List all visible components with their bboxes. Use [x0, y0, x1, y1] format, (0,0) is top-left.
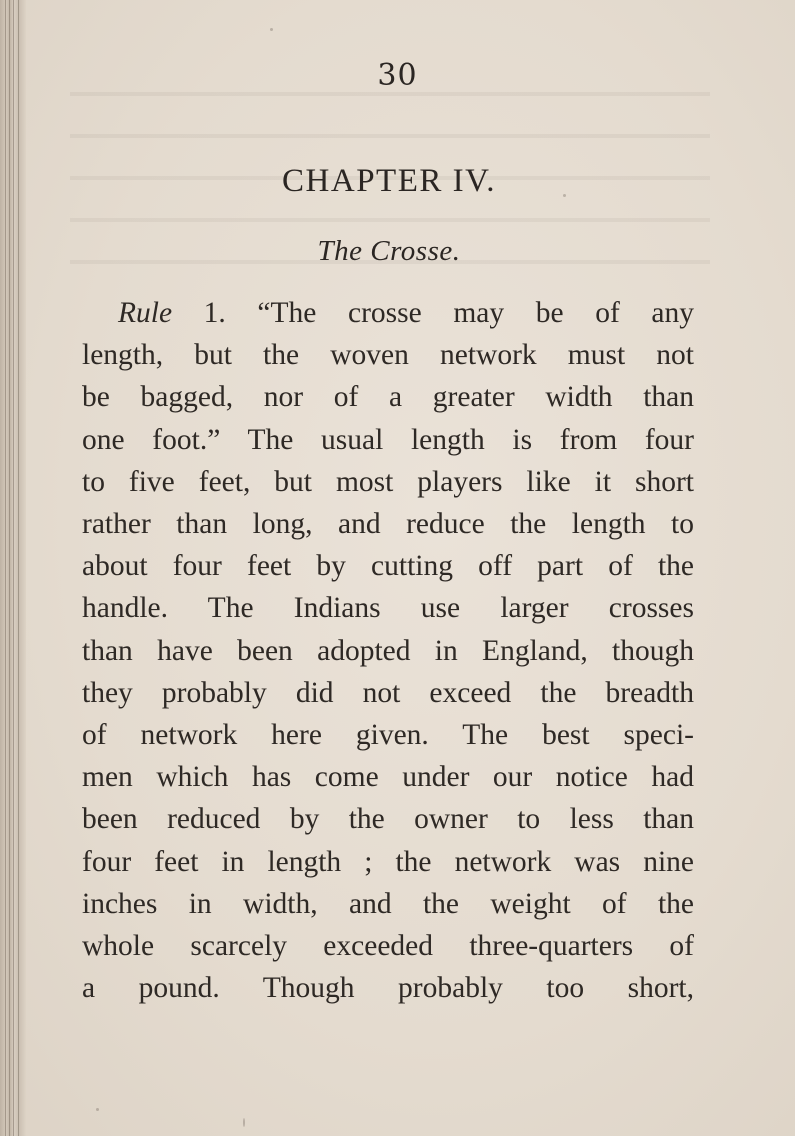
page-number: 30 [377, 58, 418, 93]
text-line: four feet in length ; the network was nine [82, 845, 694, 878]
text-line: whole scarcely exceeded three-quarters of [82, 930, 694, 963]
text-line: than have been adopted in England, though [82, 634, 694, 667]
text-line: a pound. Though probably too short, [82, 972, 694, 1005]
text-line: to five feet, but most players like it short [82, 465, 694, 498]
text-line: inches in width, and the weight of the [82, 887, 694, 920]
text-line: rather than long, and reduce the length to [82, 508, 694, 541]
rule-text: 1. “The crosse may be of any [172, 297, 694, 329]
paper-speck [563, 194, 566, 197]
text-line: men which has come under our notice had [82, 761, 694, 794]
text-line: be bagged, nor of a greater width than [82, 381, 694, 414]
text-line: been reduced by the owner to less than [82, 803, 694, 836]
chapter-title: CHAPTER IV. [282, 163, 496, 199]
text-line: they probably did not exceed the breadth [82, 676, 694, 709]
text-line: length, but the woven network must not [82, 339, 694, 372]
text-line: of network here given. The best speci- [82, 719, 694, 752]
paper-speck [243, 1118, 245, 1127]
body-text [82, 292, 694, 1009]
text-line [82, 292, 694, 334]
paper-speck [270, 28, 273, 31]
text-line: about four feet by cutting off part of the [82, 550, 694, 583]
text-line: one foot.” The usual length is from four [82, 423, 694, 456]
paper-speck [96, 1108, 99, 1111]
text-line: handle. The Indians use larger crosses [82, 592, 694, 625]
rule-label: Rule [118, 297, 173, 329]
section-title: The Crosse. [317, 235, 461, 267]
